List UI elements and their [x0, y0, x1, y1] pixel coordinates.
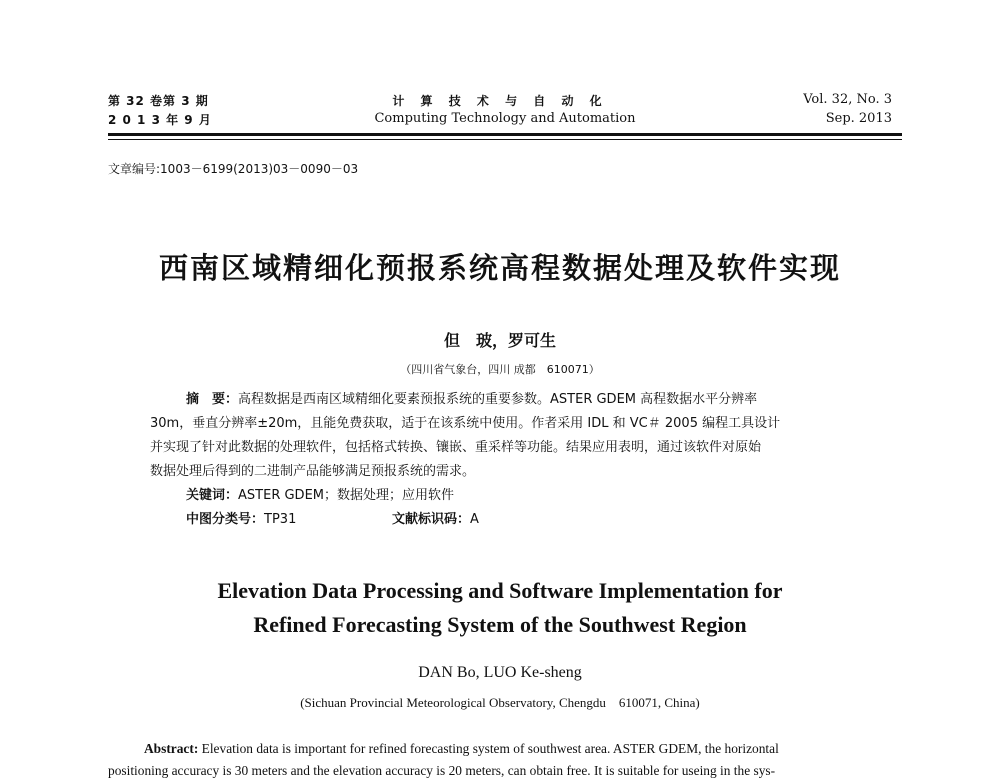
abstract-en-line: Elevation data is important for refined forecasting system of southwest area. ASTER GDEM, the horizontal	[201, 741, 779, 756]
date-en: Sep. 2013	[825, 111, 892, 126]
abstract-en	[108, 738, 908, 782]
classification-label: 中图分类号：	[186, 512, 265, 527]
abstract-cn	[150, 388, 870, 532]
journal-name-cn: 计 算 技 术 与 自 动 化	[392, 94, 608, 108]
affiliation-en: (Sichuan Provincial Meteorological Observatory, Chengdu 610071, China)	[300, 695, 700, 710]
volume-issue-en: Vol. 32, No. 3	[803, 92, 892, 107]
abstract-cn-line: 30m，垂直分辨率±20m，且能免费获取，适于在该系统中使用。作者采用 IDL 和 VC＃ 2005 编程工具设计	[150, 416, 781, 431]
volume-issue-cn: 第 32 卷第 3 期	[108, 94, 209, 108]
abstract-cn-line: 并实现了针对此数据的处理软件，包括格式转换、镶嵌、重采样等功能。结果应用表明，通过该软件对原始	[150, 440, 762, 455]
header-rule-thick	[108, 133, 902, 136]
authors-en: DAN Bo, LUO Ke-sheng	[418, 664, 582, 681]
title-cn: 西南区域精细化预报系统高程数据处理及软件实现	[158, 251, 841, 285]
abstract-en-line: positioning accuracy is 30 meters and the elevation accuracy is 20 meters, can obtain free. It is suitable for useing in the sys-	[108, 763, 776, 778]
doc-code-value: A	[470, 512, 479, 527]
keywords-value: ASTER GDEM；数据处理；应用软件	[238, 488, 454, 503]
date-cn: 2 0 1 3 年 9 月	[108, 113, 212, 127]
article-number: 文章编号:1003－6199(2013)03－0090－03	[108, 162, 359, 176]
authors-cn: 但 玻，罗可生	[443, 331, 556, 350]
doc-code-label: 文献标识码：	[392, 512, 471, 527]
abstract-cn-label: 摘 要：	[186, 392, 239, 407]
classification-value: TP31	[264, 512, 297, 527]
title-en-line: Refined Forecasting System of the Southwest Region	[253, 612, 747, 637]
abstract-cn-line: 数据处理后得到的二进制产品能够满足预报系统的需求。	[150, 464, 476, 479]
abstract-en-label: Abstract:	[144, 741, 199, 756]
abstract-cn-line: 高程数据是西南区域精细化要素预报系统的重要参数。ASTER GDEM 高程数据水平分辨率	[238, 392, 758, 407]
header-rule-thin	[108, 139, 902, 140]
journal-name-en: Computing Technology and Automation	[374, 111, 636, 126]
keywords-label: 关键词：	[186, 488, 239, 503]
title-en-line: Elevation Data Processing and Software Implementation for	[217, 578, 783, 603]
affiliation-cn: （四川省气象台，四川 成都 610071）	[400, 363, 600, 376]
